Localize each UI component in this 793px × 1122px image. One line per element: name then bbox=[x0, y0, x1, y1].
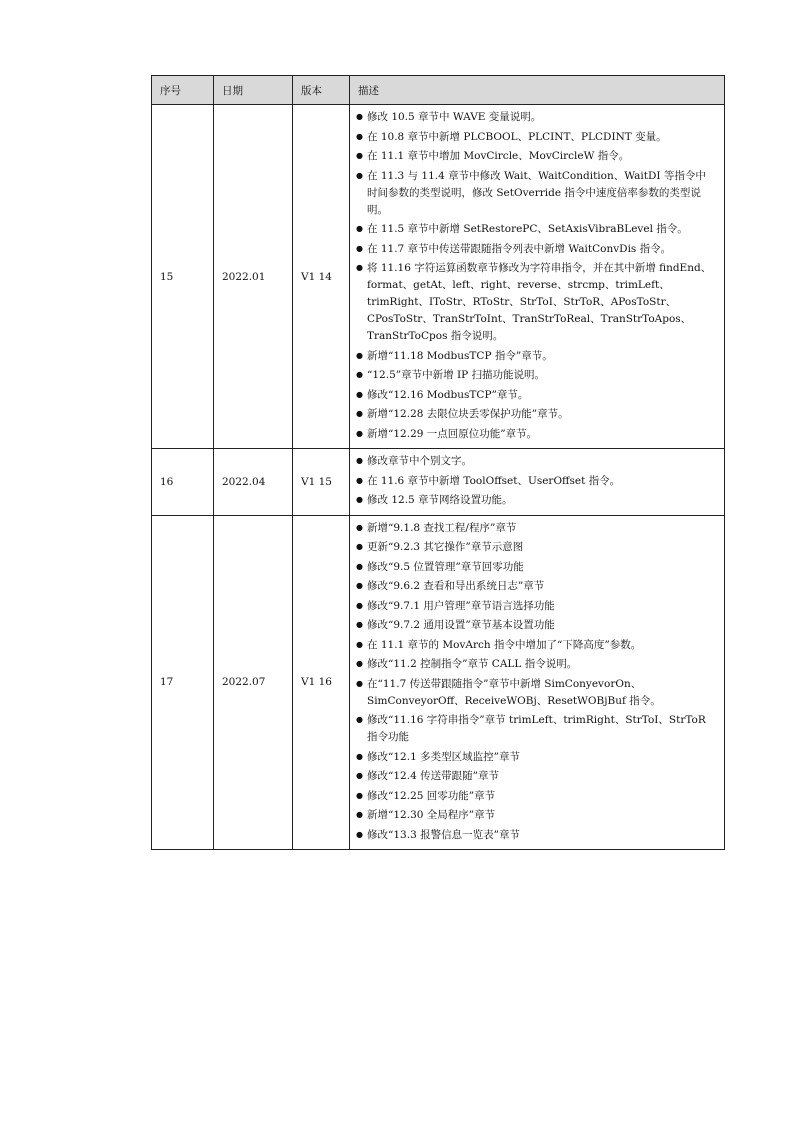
header-seq: 序号 bbox=[152, 76, 214, 105]
row-date: 2022.04 bbox=[214, 449, 293, 516]
table-row bbox=[152, 515, 725, 850]
change-item: ● 新增“9.1.8 查找工程/程序”章节 bbox=[356, 520, 716, 537]
change-item: ● 将 11.16 字符运算函数章节修改为字符串指令，并在其中新增 findEnd、format、getAt、left、right、reverse、strcmp、trimLeft、trimRight、IToStr、RToStr、StrToI、StrToR、APosToStr、CPosToStr、TranStrToInt、TranStrToReal、TranStrToApos、TranStrToCpos 指令说明。 bbox=[356, 260, 716, 345]
revision-history-table bbox=[151, 75, 725, 850]
change-item: ● 修改“9.5 位置管理”章节回零功能 bbox=[356, 559, 716, 576]
row-version: V1 14 bbox=[293, 105, 350, 449]
table-body bbox=[152, 105, 725, 850]
change-item: ● 新增“12.29 一点回原位功能”章节。 bbox=[356, 426, 716, 443]
table-row bbox=[152, 449, 725, 516]
change-list bbox=[356, 520, 716, 844]
row-version: V1 15 bbox=[293, 449, 350, 516]
change-item: ● 修改“12.25 回零功能”章节 bbox=[356, 788, 716, 805]
change-item: ● 在 10.8 章节中新增 PLCBOOL、PLCINT、PLCDINT 变量。 bbox=[356, 129, 716, 146]
header-version: 版本 bbox=[293, 76, 350, 105]
row-date: 2022.07 bbox=[214, 515, 293, 850]
change-item: ● 修改“9.7.1 用户管理”章节语言选择功能 bbox=[356, 598, 716, 615]
change-item: ● 修改 12.5 章节网络设置功能。 bbox=[356, 492, 716, 509]
change-item: ● 修改“12.4 传送带跟随”章节 bbox=[356, 768, 716, 785]
change-item: ● “12.5”章节中新增 IP 扫描功能说明。 bbox=[356, 367, 716, 384]
table-row bbox=[152, 105, 725, 449]
change-item: ● 修改“12.16 ModbusTCP”章节。 bbox=[356, 387, 716, 404]
change-item: ● 修改“12.1 多类型区域监控”章节 bbox=[356, 749, 716, 766]
change-item: ● 在 11.1 章节中增加 MovCircle、MovCircleW 指令。 bbox=[356, 148, 716, 165]
change-item: ● 修改 10.5 章节中 WAVE 变量说明。 bbox=[356, 109, 716, 126]
change-item: ● 在 11.1 章节的 MovArch 指令中增加了“下降高度”参数。 bbox=[356, 637, 716, 654]
change-item: ● 修改“11.16 字符串指令”章节 trimLeft、trimRight、StrToI、StrToR 指令功能 bbox=[356, 712, 716, 746]
header-date: 日期 bbox=[214, 76, 293, 105]
change-item: ● 修改“9.6.2 查看和导出系统日志”章节 bbox=[356, 578, 716, 595]
change-item: ● 新增“12.28 去限位块丢零保护功能”章节。 bbox=[356, 406, 716, 423]
change-list bbox=[356, 109, 716, 443]
table-header-row bbox=[152, 76, 725, 105]
change-item: ● 修改“13.3 报警信息一览表”章节 bbox=[356, 827, 716, 844]
change-item: ● 新增“12.30 全局程序”章节 bbox=[356, 807, 716, 824]
change-item: ● 新增“11.18 ModbusTCP 指令”章节。 bbox=[356, 348, 716, 365]
row-seq: 17 bbox=[152, 515, 214, 850]
change-item: ● 在 11.6 章节中新增 ToolOffset、UserOffset 指令。 bbox=[356, 473, 716, 490]
row-description bbox=[350, 105, 725, 449]
change-item: ● 修改“9.7.2 通用设置”章节基本设置功能 bbox=[356, 617, 716, 634]
row-description bbox=[350, 449, 725, 516]
change-item: ● 修改章节中个别文字。 bbox=[356, 453, 716, 470]
change-item: ● 在“11.7 传送带跟随指令”章节中新增 SimConyevorOn、SimConveyorOff、ReceiveWOBj、ResetWOBjBuf 指令。 bbox=[356, 676, 716, 710]
change-item: ● 修改“11.2 控制指令”章节 CALL 指令说明。 bbox=[356, 656, 716, 673]
change-item: ● 在 11.7 章节中传送带跟随指令列表中新增 WaitConvDis 指令。 bbox=[356, 241, 716, 258]
change-item: ● 在 11.5 章节中新增 SetRestorePC、SetAxisVibraBLevel 指令。 bbox=[356, 221, 716, 238]
change-item: ● 更新“9.2.3 其它操作”章节示意图 bbox=[356, 539, 716, 556]
row-seq: 15 bbox=[152, 105, 214, 449]
row-version: V1 16 bbox=[293, 515, 350, 850]
row-description bbox=[350, 515, 725, 850]
change-item: ● 在 11.3 与 11.4 章节中修改 Wait、WaitCondition、WaitDI 等指令中时间参数的类型说明，修改 SetOverride 指令中速度倍率参数的类型说明。 bbox=[356, 168, 716, 219]
change-list bbox=[356, 453, 716, 509]
header-desc: 描述 bbox=[350, 76, 725, 105]
row-date: 2022.01 bbox=[214, 105, 293, 449]
row-seq: 16 bbox=[152, 449, 214, 516]
